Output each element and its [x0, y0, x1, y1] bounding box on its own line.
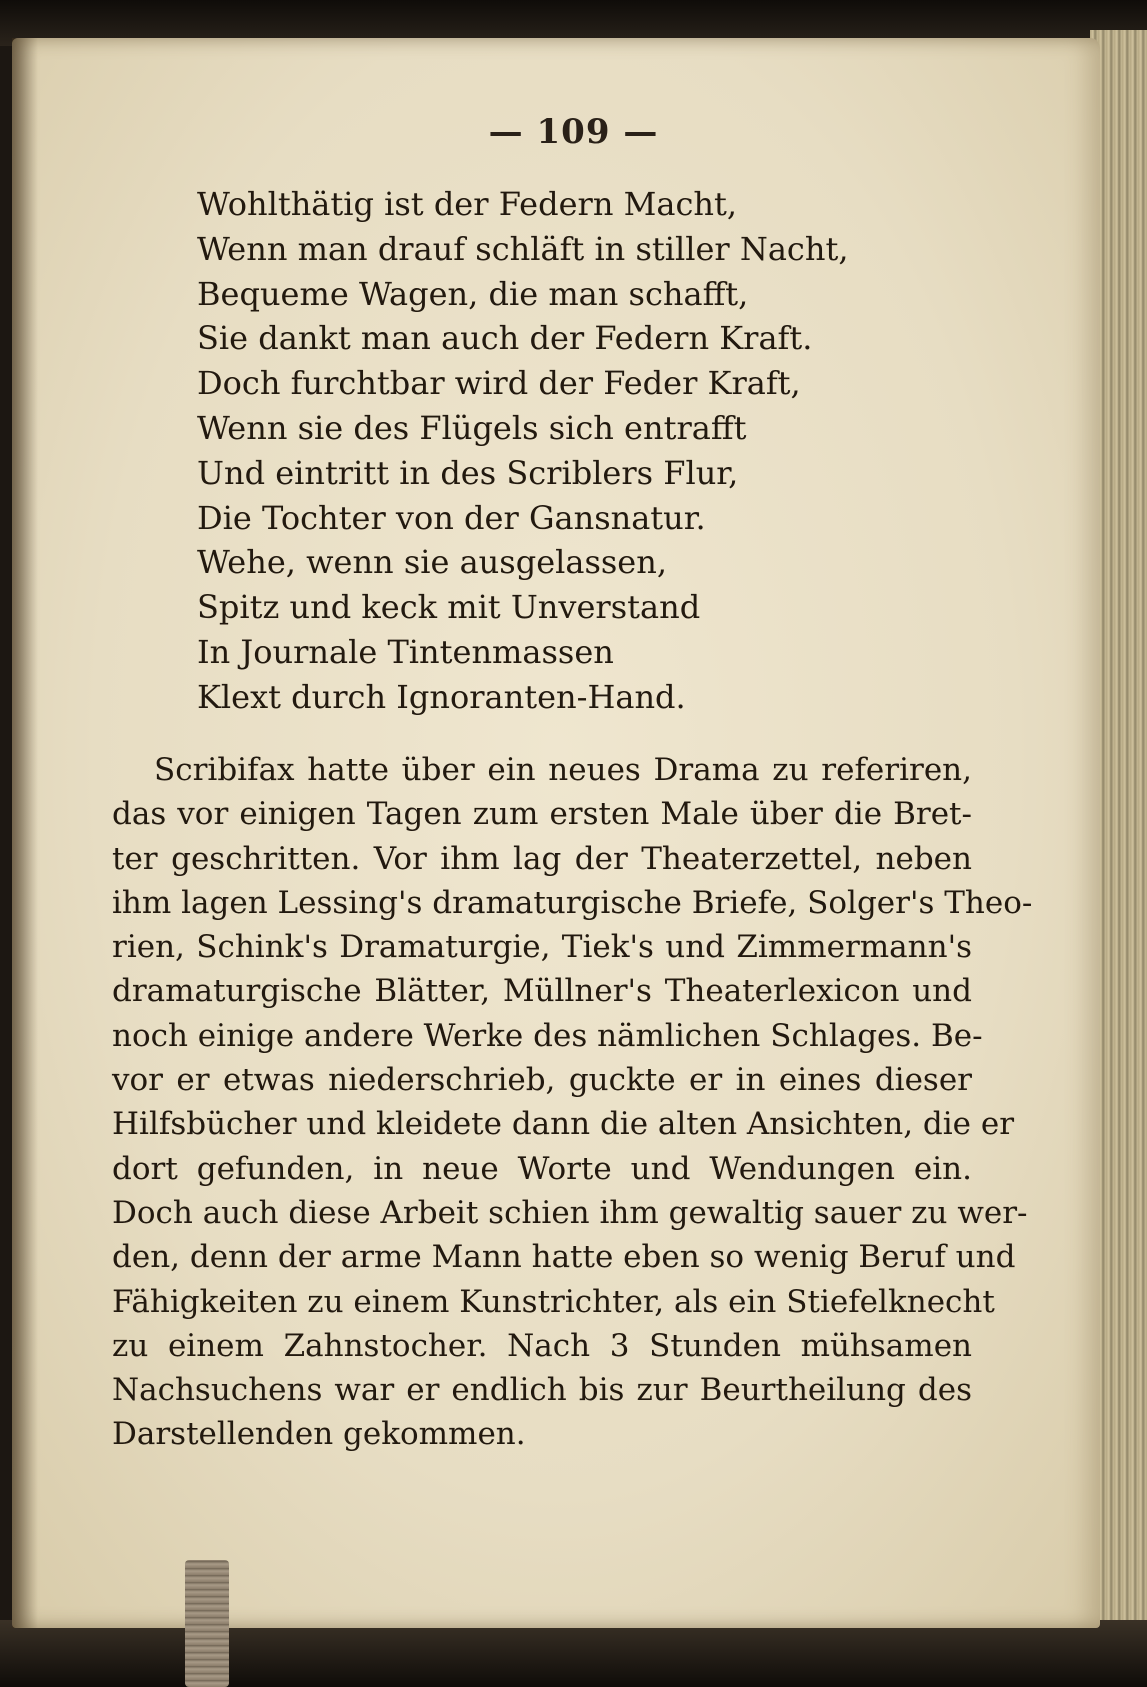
prose-line: vor er etwas niederschrieb, guckte er in eines dieser — [112, 1062, 972, 1099]
verse-line: Klext durch Ignoranten-Hand. — [197, 677, 686, 716]
bookmark-ribbon — [185, 1560, 229, 1687]
book-bottom-edge — [0, 1620, 1147, 1687]
prose-paragraph — [112, 748, 1033, 1457]
verse-line: Spitz und keck mit Unverstand — [197, 588, 701, 627]
verse-line: Doch furchtbar wird der Feder Kraft, — [197, 364, 801, 403]
prose-line: dramaturgische Blätter, Müllner's Theaterlexicon und — [112, 973, 972, 1010]
verse-line: Wohlthätig ist der Federn Macht, — [197, 185, 737, 223]
prose-line: zu einem Zahnstocher. Nach 3 Stunden mühsamen — [112, 1327, 972, 1364]
verse-line: Bequeme Wagen, die man schafft, — [197, 274, 749, 313]
prose-line: dort gefunden, in neue Worte und Wendungen ein. — [112, 1150, 972, 1187]
page-gutter-shadow — [12, 38, 38, 1628]
verse-line: Die Tochter von der Gansnatur. — [197, 498, 706, 537]
prose-line: das vor einigen Tagen zum ersten Male über die Bret- — [112, 796, 972, 833]
verse-line: In Journale Tintenmassen — [197, 632, 614, 671]
prose-line: Doch auch diese Arbeit schien ihm gewaltig sauer zu wer- — [112, 1194, 1028, 1231]
prose-line: Nachsuchens war er endlich bis zur Beurtheilung des — [112, 1372, 972, 1409]
page-number: — 109 — — [488, 112, 659, 152]
prose-line: Hilfsbücher und kleidete dann die alten Ansichten, die er — [112, 1106, 1015, 1143]
verse-line: Wenn sie des Flügels sich entrafft — [197, 408, 747, 447]
verse-line: Wenn man drauf schläft in stiller Nacht, — [197, 229, 849, 268]
prose-line: ihm lagen Lessing's dramaturgische Briefe, Solger's Theo- — [112, 884, 1033, 921]
prose-line: Scribifax hatte über ein neues Drama zu referiren, — [154, 752, 972, 788]
verse-line: Sie dankt man auch der Federn Kraft. — [197, 319, 813, 358]
prose-line: ter geschritten. Vor ihm lag der Theaterzettel, neben — [112, 840, 972, 877]
prose-line: Fähigkeiten zu einem Kunstrichter, als ein Stiefelknecht — [112, 1283, 995, 1320]
prose-line: rien, Schink's Dramaturgie, Tiek's und Zimmermann's — [112, 929, 972, 966]
prose-line: den, denn der arme Mann hatte eben so wenig Beruf und — [112, 1239, 1016, 1276]
prose-line: Darstellenden gekommen. — [112, 1416, 526, 1453]
prose-line: noch einige andere Werke des nämlichen Schlages. Be- — [112, 1017, 983, 1054]
verse-line: Und eintritt in des Scriblers Flur, — [197, 453, 739, 492]
verse-line: Wehe, wenn sie ausgelassen, — [197, 543, 667, 582]
verse-block — [197, 182, 997, 720]
